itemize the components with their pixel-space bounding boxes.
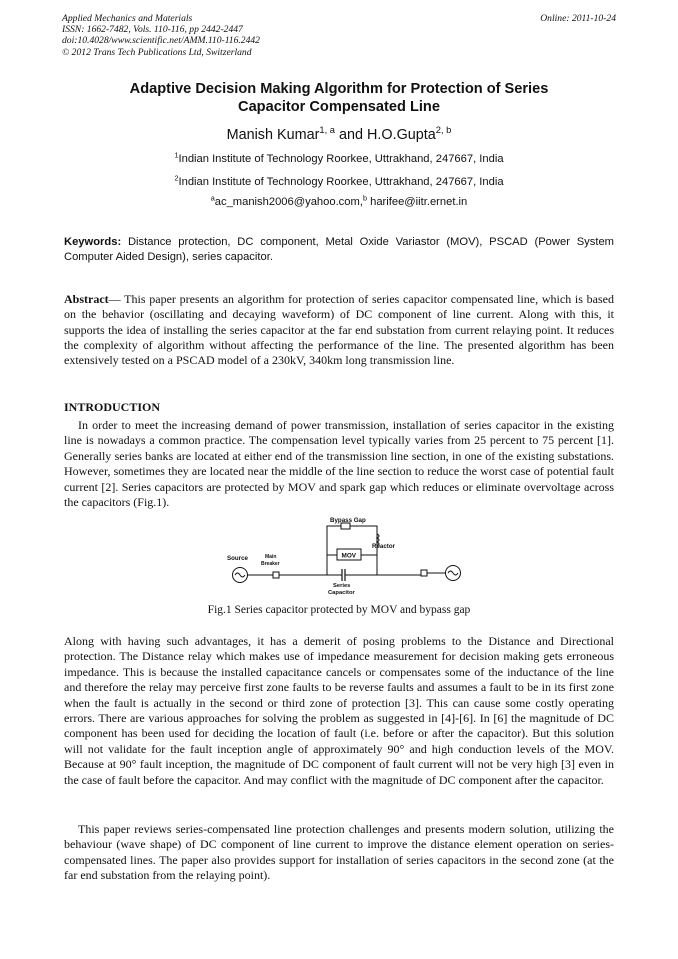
keywords-label: Keywords: bbox=[64, 236, 122, 248]
email-a-sup: a bbox=[210, 193, 215, 203]
abstract-text: — This paper presents an algorithm for protection of series capacitor compensated line, which is based on the behavior (oscillating and decaying waveform) of DC component of line current. Along with this, it supports the idea of installing the series capacitor at the far end substation from current relaying point. It reduces the complexity of algorithm without affecting the performance of the line. The presented algorithm has been extensively tested on a PSCAD model of a 230kV, 340km long transmission line. bbox=[64, 292, 614, 368]
figure-1-caption: Fig.1 Series capacitor protected by MOV and bypass gap bbox=[207, 604, 471, 616]
label-breaker: Breaker bbox=[261, 561, 280, 567]
email-b-sup: b bbox=[362, 193, 367, 203]
label-main: Main bbox=[265, 554, 277, 560]
author-2-name: H.O.Gupta bbox=[367, 127, 436, 143]
label-reactor: Reactor bbox=[372, 543, 396, 550]
online-date: Online: 2011-10-24 bbox=[540, 13, 616, 24]
keywords-text: Distance protection, DC component, Metal Oxide Variastor (MOV), PSCAD (Power System Computer Aided Design), series capacitor. bbox=[64, 236, 614, 263]
abstract-block bbox=[64, 292, 614, 368]
figure-1-circuit-diagram bbox=[225, 514, 470, 598]
journal-name: Applied Mechanics and Materials bbox=[62, 13, 193, 24]
author-emails bbox=[62, 193, 616, 208]
intro-paragraph-2: Along with having such advantages, it has a demerit of posing problems to the Distance and Directional protection. The Distance relay which makes use of impedance measurement for decision making gets erroneous impedance. This is because the installed capacitance cancels or compensates some of the inductance of the line and therefore the relay may perceive first zone faults to be reverse faults and assumes a fault to be in its first zone when the fault is actually in the second or third zone of protection [3]. This can cause some costly operating errors. There are various approaches for solving the problem as suggested in [4]-[6]. In [6] the magnitude of DC component has been used for deciding the location of fault (i.e. before or after the capacitor). But this solution will not validate for the fault inception angle of approximately 90° and high conduction levels of the MOV. Because at 90° fault inception, the magnitude of DC component of fault current will not be very high [3] even in the case of fault before the capacitor. And may conflict with the magnitude of DC component after the capacitor. bbox=[64, 634, 614, 787]
email-b: harifee@iitr.ernet.in bbox=[366, 196, 468, 208]
journal-header bbox=[62, 13, 616, 58]
copyright-line: © 2012 Trans Tech Publications Ltd, Switzerland bbox=[62, 46, 252, 58]
affiliation-2 bbox=[62, 173, 616, 188]
main-breaker-left bbox=[273, 572, 279, 578]
abstract-label: Abstract bbox=[64, 292, 109, 306]
source-wave-left bbox=[235, 573, 245, 577]
affiliation-2-sup: 2 bbox=[174, 173, 179, 183]
title-line-1: Adaptive Decision Making Algorithm for Protection of Series bbox=[129, 81, 549, 97]
doi-line: doi:10.4028/www.scientific.net/AMM.110-116.2442 bbox=[62, 35, 260, 47]
intro-paragraph-1: In order to meet the increasing demand of power transmission, installation of series capacitor in the existing line is nowadays a common practice. The compensation level typically varies from 25 percent to 75 percent [1]. Generally series banks are located at either end of the transmission line section, in one of the existing substations. However, sometimes they are located near the middle of the line section to reduce the worst case of potential fault current [2]. Series capacitors are protected by MOV and spark gap which reduces or eliminate overvoltage across the capacitors (Fig.1). bbox=[64, 418, 614, 510]
author-list bbox=[62, 127, 616, 143]
author-conjunction: and bbox=[334, 127, 367, 143]
issn-line: ISSN: 1662-7482, Vols. 110-116, pp 2442-2447 bbox=[62, 24, 243, 36]
section-heading-introduction: INTRODUCTION bbox=[64, 400, 161, 414]
affiliation-1 bbox=[62, 150, 616, 165]
affiliation-1-sup: 1 bbox=[174, 150, 179, 160]
email-a: ac_manish2006@yahoo.com, bbox=[214, 196, 363, 208]
affiliation-1-text: Indian Institute of Technology Roorkee, Uttrakhand, 247667, India bbox=[178, 153, 504, 165]
affiliation-2-text: Indian Institute of Technology Roorkee, Uttrakhand, 247667, India bbox=[178, 176, 504, 188]
author-1-sup: 1, a bbox=[319, 125, 335, 136]
author-2-sup: 2, b bbox=[435, 125, 452, 136]
author-1-name: Manish Kumar bbox=[226, 127, 320, 143]
title-line-2: Capacitor Compensated Line bbox=[238, 98, 440, 115]
intro-paragraph-3: This paper reviews series-compensated line protection challenges and presents modern solution, utilizing the behaviour (wave shape) of DC component of line current to improve the distance element operation on series-compensated lines. The paper also provides support for installation of series capacitors in the second zone (at the far end substation from the relaying point). bbox=[64, 822, 614, 883]
label-mov: MOV bbox=[341, 552, 357, 560]
label-capacitor: Capacitor bbox=[328, 590, 355, 596]
source-wave-right bbox=[448, 571, 458, 575]
keywords-block bbox=[64, 235, 614, 264]
label-bypass-gap: Bypass Gap bbox=[330, 517, 366, 524]
breaker-right bbox=[421, 570, 427, 576]
paper-title bbox=[62, 81, 616, 116]
label-series: Series bbox=[333, 583, 351, 589]
label-source: Source bbox=[227, 555, 248, 562]
